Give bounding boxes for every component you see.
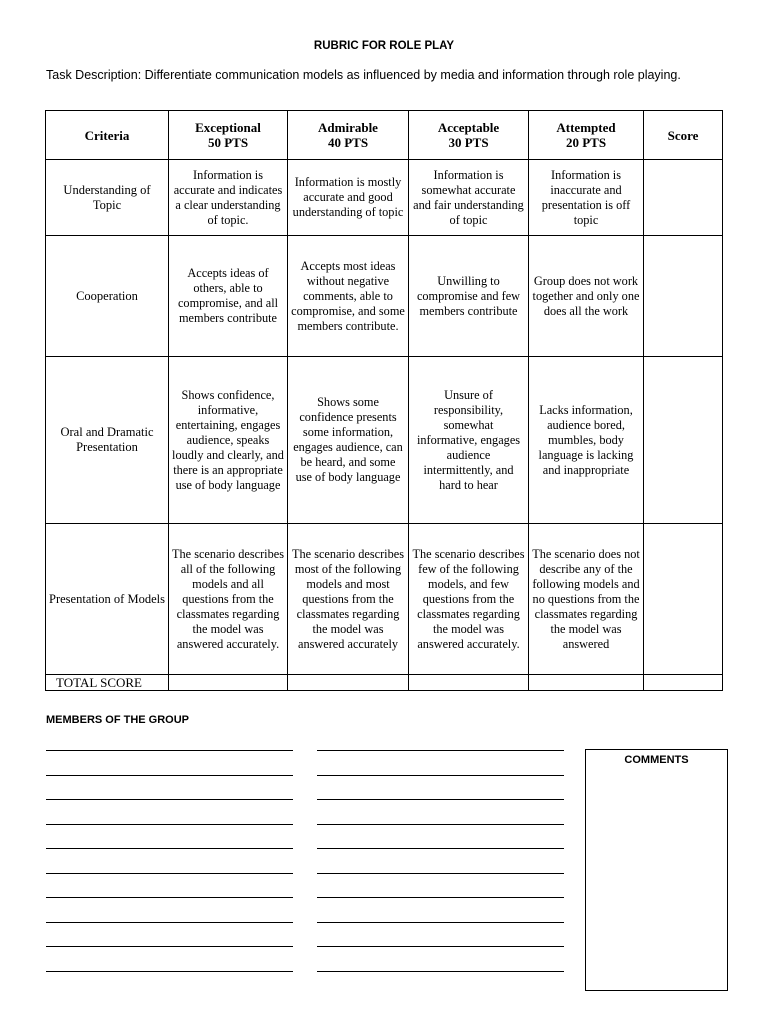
score-cell	[644, 524, 723, 675]
members-heading: MEMBERS OF THE GROUP	[46, 714, 190, 726]
member-line	[317, 824, 564, 825]
score-cell	[644, 160, 723, 236]
header-attempted: Attempted 20 PTS	[529, 111, 644, 160]
member-line	[46, 848, 293, 849]
criterion-cell: Oral and Dramatic Presentation	[46, 357, 169, 524]
member-line	[46, 775, 293, 776]
score-cell	[644, 357, 723, 524]
comments-label: COMMENTS	[624, 754, 689, 766]
total-cell	[169, 675, 288, 691]
descriptor-cell: Shows confidence, informative, entertaining, engages audience, speaks loudly and clearly, and there is an appropriate use of body language	[169, 357, 288, 524]
member-line	[46, 922, 293, 923]
total-cell	[409, 675, 529, 691]
table-row	[46, 160, 723, 236]
header-row	[46, 111, 723, 160]
header-score: Score	[644, 111, 723, 160]
total-cell	[529, 675, 644, 691]
total-row	[46, 675, 723, 691]
descriptor-cell: Accepts ideas of others, able to compromise, and all members contribute	[169, 236, 288, 357]
member-line	[317, 971, 564, 972]
member-line	[317, 750, 564, 751]
member-line	[46, 799, 293, 800]
descriptor-cell: Information is accurate and indicates a clear understanding of topic.	[169, 160, 288, 236]
criterion-cell: Presentation of Models	[46, 524, 169, 675]
member-line	[46, 897, 293, 898]
member-line	[317, 799, 564, 800]
member-line	[317, 873, 564, 874]
comments-box	[585, 749, 728, 991]
descriptor-cell: Accepts most ideas without negative comments, able to compromise, and some members contribute.	[288, 236, 409, 357]
descriptor-cell: Information is inaccurate and presentation is off topic	[529, 160, 644, 236]
task-description: Task Description: Differentiate communication models as influenced by media and information through role playing.	[46, 68, 681, 82]
descriptor-cell: Lacks information, audience bored, mumbles, body language is lacking and inappropriate	[529, 357, 644, 524]
member-line	[317, 775, 564, 776]
descriptor-cell: The scenario describes few of the following models, and few questions from the classmates regarding the model was answered accurately.	[409, 524, 529, 675]
member-line	[46, 971, 293, 972]
member-line	[46, 946, 293, 947]
total-score-cell	[644, 675, 723, 691]
table-row	[46, 236, 723, 357]
descriptor-cell: The scenario describes all of the following models and all questions from the classmates regarding the model was answered accurately.	[169, 524, 288, 675]
descriptor-cell: Information is somewhat accurate and fair understanding of topic	[409, 160, 529, 236]
header-admirable: Admirable 40 PTS	[288, 111, 409, 160]
document-title: RUBRIC FOR ROLE PLAY	[313, 40, 455, 52]
member-line	[46, 873, 293, 874]
header-criteria: Criteria	[46, 111, 169, 160]
descriptor-cell: Shows some confidence presents some information, engages audience, can be heard, and some use of body language	[288, 357, 409, 524]
descriptor-cell: Unwilling to compromise and few members contribute	[409, 236, 529, 357]
header-acceptable: Acceptable 30 PTS	[409, 111, 529, 160]
rubric-table	[45, 110, 723, 691]
total-cell	[288, 675, 409, 691]
member-line	[317, 922, 564, 923]
member-line	[317, 946, 564, 947]
member-line	[46, 824, 293, 825]
member-line	[317, 897, 564, 898]
score-cell	[644, 236, 723, 357]
criterion-cell: Cooperation	[46, 236, 169, 357]
table-row	[46, 524, 723, 675]
descriptor-cell: The scenario does not describe any of the following models and no questions from the classmates regarding the model was answered	[529, 524, 644, 675]
header-exceptional: Exceptional 50 PTS	[169, 111, 288, 160]
descriptor-cell: Unsure of responsibility, somewhat informative, engages audience intermittently, and hard to hear	[409, 357, 529, 524]
table-row	[46, 357, 723, 524]
member-line	[46, 750, 293, 751]
descriptor-cell: Information is mostly accurate and good understanding of topic	[288, 160, 409, 236]
descriptor-cell: The scenario describes most of the following models and most questions from the classmates regarding the model was answered accurately	[288, 524, 409, 675]
member-line	[317, 848, 564, 849]
descriptor-cell: Group does not work together and only one does all the work	[529, 236, 644, 357]
total-score-label: TOTAL SCORE	[46, 675, 169, 691]
criterion-cell: Understanding of Topic	[46, 160, 169, 236]
